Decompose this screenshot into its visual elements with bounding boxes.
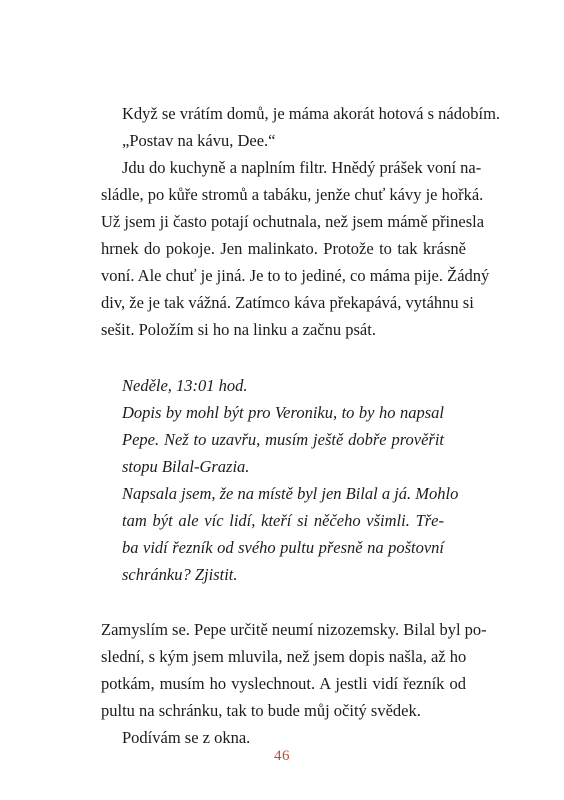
paragraph-line: Už jsem ji často potají ochutnala, než jsem mámě přinesla	[101, 212, 485, 231]
diary-line: Pepe. Než to uzavřu, musím ještě dobře prověřit	[122, 430, 444, 449]
paragraph-line: Podívám se z okna.	[122, 728, 251, 747]
paragraph-line: hrnek do pokoje. Jen malinkato. Protože to tak krásně	[101, 239, 466, 258]
diary-line: Dopis by mohl být pro Veroniku, to by ho napsal	[122, 403, 444, 422]
paragraph-line: voní. Ale chuť je jiná. Je to to jediné, co máma pije. Žádný	[101, 266, 490, 285]
diary-line: stopu Bilal-Grazia.	[122, 457, 250, 476]
paragraph-line: Když se vrátím domů, je máma akorát hotová s nádobím.	[122, 104, 501, 123]
paragraph-line: potkám, musím ho vyslechnout. A jestli vidí řezník od	[101, 674, 466, 693]
paragraph-line: slední, s kým jsem mluvila, než jsem dopis našla, až ho	[101, 647, 467, 666]
diary-date: Neděle, 13:01 hod.	[122, 376, 248, 395]
paragraph-line: div, že je tak vážná. Zatímco káva překapává, vytáhnu si	[101, 293, 474, 312]
paragraph-line: pultu na schránku, tak to bude můj očitý svědek.	[101, 701, 421, 720]
paragraph-line: sešit. Položím si ho na linku a začnu psát.	[101, 320, 376, 339]
page-number: 46	[274, 748, 290, 764]
paragraph-line: „Postav na kávu, Dee.“	[122, 131, 276, 150]
diary-line: Napsala jsem, že na místě byl jen Bilal a já. Mohlo	[122, 484, 459, 503]
paragraph-line: sládle, po kůře stromů a tabáku, jenže chuť kávy je hořká.	[101, 185, 484, 204]
paragraph-line: Jdu do kuchyně a naplním filtr. Hnědý prášek voní na-	[122, 158, 482, 177]
paragraph-line: Zamyslím se. Pepe určitě neumí nizozemsky. Bilal byl po-	[101, 620, 487, 639]
diary-line: tam být ale víc lidí, kteří si něčeho všimli. Tře-	[122, 511, 444, 530]
diary-line: ba vidí řezník od svého pultu přesně na poštovní	[122, 538, 444, 557]
diary-line: schránku? Zjistit.	[122, 565, 238, 584]
